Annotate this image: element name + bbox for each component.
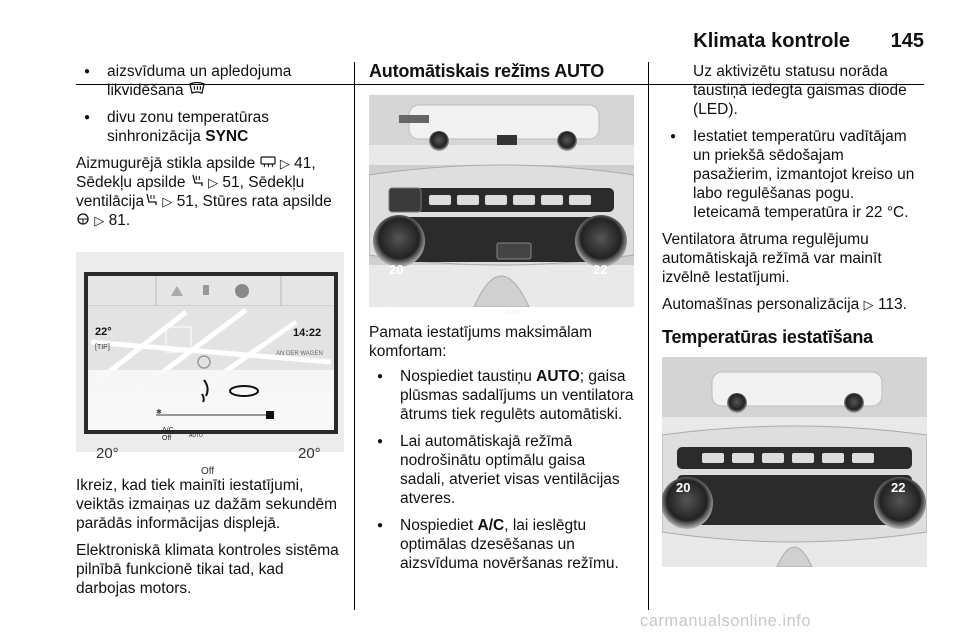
right-knob-label: 22 xyxy=(891,480,906,495)
page-number: 145 xyxy=(890,30,924,52)
seat-ventilation-icon xyxy=(144,192,158,211)
display-right-temp: 20° xyxy=(298,445,321,462)
bullet-ac xyxy=(369,516,634,573)
bullet-text: Lai automātiskajā režīmā nodrošinātu optimālu gaisa sadali, atveriet visas ventilācijas atveres. xyxy=(400,433,620,507)
display-top-temp: 22° xyxy=(95,326,112,338)
bullet-text: aizsvīduma un apledojuma likvidēšana xyxy=(107,63,292,99)
paragraph: Ventilatora ātruma regulējumu automātiskajā režīmā var mainīt izvēlnē Iestatījumi. xyxy=(662,231,882,286)
paragraph: Ikreiz, kad tiek mainīti iestatījumi, veiktās izmaiņas uz dažām sekundēm parādās informācijas displejā. xyxy=(76,477,338,532)
sync-label: SYNC xyxy=(205,128,249,145)
ref-text: 81. xyxy=(108,212,131,229)
display-auto-label: AUTO xyxy=(189,433,203,439)
bullet-text: Ieteicamā temperatūra ir 22 °C. xyxy=(693,204,909,221)
bullet-sync xyxy=(76,108,344,146)
ref-text: 41, xyxy=(294,155,316,172)
auto-button-label: AUTO xyxy=(506,310,520,316)
paragraph-text: 113. xyxy=(877,296,907,313)
display-ac-label: A/C Off xyxy=(162,427,174,442)
bullet-defrost xyxy=(76,62,344,100)
bullet-temperature xyxy=(662,127,927,222)
reference-arrow-icon: ▷ xyxy=(208,175,219,190)
page-header xyxy=(0,30,960,56)
temperature-knobs-photo xyxy=(662,357,927,567)
reference-arrow-icon: ▷ xyxy=(279,156,290,171)
bullet-text: , lai ieslēgtu optimālas dzesēšanas un aizsvīduma novēršanas režīmu. xyxy=(400,517,619,572)
bullet-bold: AUTO xyxy=(536,368,580,385)
ac-button-label: A/C xyxy=(386,301,398,308)
display-tip: [TIP] xyxy=(95,344,110,351)
reference-arrow-icon: ▷ xyxy=(94,213,105,228)
climate-display-photo xyxy=(76,252,344,452)
reference-arrow-icon: ▷ xyxy=(162,194,173,209)
bullet-text: Nospiediet taustiņu xyxy=(400,368,537,385)
ref-text: 51, Stūres rata apsilde xyxy=(176,193,332,210)
right-knob-label: 22 xyxy=(593,262,608,277)
section-heading: Automātiskais režīms AUTO xyxy=(369,61,605,81)
rear-window-heating-icon xyxy=(260,154,276,173)
reference-paragraph xyxy=(76,154,344,230)
svg-text:✱: ✱ xyxy=(156,409,162,416)
column-1 xyxy=(76,62,344,606)
paragraph: Elektroniskā klimata kontroles sistēma pilnībā funkcionē tikai tad, kad darbojas motors. xyxy=(76,542,339,597)
left-knob-label: 20 xyxy=(676,480,691,495)
paragraph: Pamata iestatījums maksimālam komfortam: xyxy=(369,324,593,360)
paragraph: Uz aktivizētu statusu norāda taustiņā iedegta gaismas diode (LED). xyxy=(693,63,907,118)
column-3 xyxy=(662,62,927,567)
bullet-text: ; gaisa plūsmas sadalījums un ventilatora ātrums tiek regulēts automātiski. xyxy=(400,368,634,423)
seat-heating-icon xyxy=(190,173,204,192)
reference-arrow-icon: ▷ xyxy=(863,297,874,312)
column-divider-1 xyxy=(354,62,355,610)
column-divider-2 xyxy=(648,62,649,610)
left-knob-label: 20 xyxy=(389,262,404,277)
ref-text: Sēdekļu apsilde xyxy=(76,174,186,191)
map-street-label: AN DER WAGEN xyxy=(276,351,323,357)
bullet-text: divu zonu temperatūras sinhronizācija xyxy=(107,109,269,145)
display-left-temp: 20° xyxy=(96,445,119,462)
watermark: carmanualsonline.info xyxy=(640,612,812,630)
column-2 xyxy=(369,62,634,581)
windscreen-defrost-icon xyxy=(188,81,206,100)
paragraph xyxy=(662,295,927,314)
ref-text: ventilācija xyxy=(76,193,145,210)
paragraph-text: Automašīnas personalizācija xyxy=(662,296,860,313)
display-time: 14:22 xyxy=(293,327,322,339)
bullet-auto xyxy=(369,367,634,424)
bullet-bold: A/C xyxy=(477,517,505,534)
ref-text: 51, Sēdekļu xyxy=(222,174,305,191)
ref-text: Aizmugurējā stikla apsilde xyxy=(76,155,256,172)
bullet-text: Nospiediet xyxy=(400,517,478,534)
section-heading: Temperatūras iestatīšana xyxy=(662,327,873,347)
display-fan-label: Off xyxy=(201,466,215,477)
bullet-text: ● Iestatiet temperatūru vadītājam un priekšā sēdošajam pasažierim, izmantojot kreiso un labo regulēšanas pogu. xyxy=(693,128,915,202)
page-title: Klimata kontrole xyxy=(693,30,850,52)
steering-wheel-heating-icon xyxy=(76,211,90,230)
bullet-vents xyxy=(369,432,634,508)
